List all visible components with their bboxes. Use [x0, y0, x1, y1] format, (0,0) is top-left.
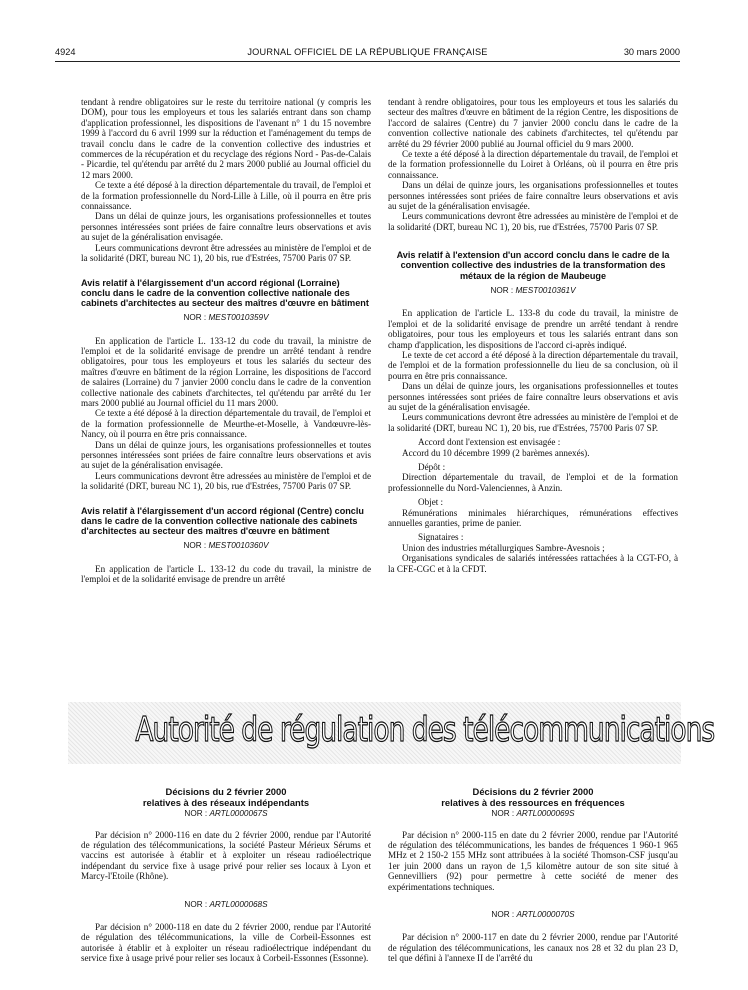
paragraph: Le texte de cet accord a été déposé à la direction départementale du travail, de l'emploi et de la formation professionnelle du lieu de sa conclusion, où il pourra en être pris connaissance. — [388, 349, 678, 381]
nor-label: NOR : — [491, 809, 515, 819]
depot-label: Dépôt : — [418, 461, 446, 472]
section-banner — [68, 702, 715, 764]
signataire-item: Union des industries métallurgiques Sambre-Avesnois ; — [402, 542, 605, 553]
nor-reference — [388, 910, 678, 920]
objet-label: Objet : — [418, 497, 444, 508]
page-header — [55, 47, 680, 61]
paragraph: Ce texte a été déposé à la direction départementale du travail, de l'emploi et de la formation professionnelle du Nord-Lille à Lille, où il pourra en être pris connaissance. — [81, 180, 371, 212]
paragraph: Leurs communications devront être adressées au ministère de l'emploi et de la solidarité (DRT, bureau NC 1), 20 bis, rue d'Estrées, 75700 Paris 07 SP. — [388, 412, 678, 433]
signataires-label: Signataires : — [418, 532, 464, 543]
paragraph: Leurs communications devront être adressées au ministère de l'emploi et de la solidarité (DRT, bureau NC 1), 20 bis, rue d'Estrées, 75700 Paris 07 SP. — [81, 470, 371, 492]
journal-title: JOURNAL OFFICIEL DE LA RÉPUBLIQUE FRANÇAISE — [247, 47, 488, 57]
depot-value: Direction départementale du travail, de l'emploi et de la formation professionnelle du Nord-Valenciennes, à Anzin. — [388, 472, 678, 493]
nor-reference — [81, 900, 371, 910]
right-column-top — [388, 97, 678, 574]
notice-title: Avis relatif à l'extension d'un accord conclu dans le cadre de la convention collective des industries de la transformation des métaux de la région de Maubeuge — [396, 250, 670, 281]
accord-value: Accord du 10 décembre 1999 (2 barèmes annexés). — [402, 447, 590, 458]
signataire-item: Organisations syndicales de salariés intéressées rattachées à la CGT-FO, à la CFE-CGC et à la CFDT. — [388, 553, 678, 574]
decision-title-line2: relatives à des ressources en fréquences — [441, 796, 625, 808]
decision-title-line2: relatives à des réseaux indépendants — [142, 796, 310, 808]
paragraph: En application de l'article L. 133-12 du code du travail, la ministre de l'emploi et de la solidarité envisage de prendre un arrêté — [81, 563, 371, 585]
paragraph: En application de l'article L. 133-12 du code du travail, la ministre de l'emploi et de la solidarité envisage de prendre un arrêté tendant à rendre obligatoires, pour tous les employeurs et tous les salariés du secteur des maîtres d'œuvre en bâtiment de la région Lorraine, les dispositions de l'accord de salaires (Lorraine) du 7 janvier 2000 conclu dans le cadre de la convention collective nationale des cabinets d'architectes, tel qu'étendu par arrêté du 1er mars 2000 publié au Journal officiel du 11 mars 2000. — [81, 335, 371, 408]
page-number: 4924 — [55, 47, 76, 57]
nor-reference — [81, 313, 371, 323]
nor-label: NOR : — [490, 285, 514, 295]
left-column-bottom — [81, 787, 371, 964]
paragraph: Ce texte a été déposé à la direction départementale du travail, de l'emploi et de la formation professionnelle du Loiret à Orléans, où il pourra en être pris connaissance. — [388, 149, 678, 180]
paragraph: Dans un délai de quinze jours, les organisations professionnelles et toutes personnes intéressées sont priées de faire connaître leurs observations et avis au sujet de la généralisation envisagée. — [388, 381, 678, 412]
paragraph: tendant à rendre obligatoires, pour tous les employeurs et tous les salariés du secteur des maîtres d'œuvre en bâtiment de la région Centre, les dispositions de l'accord de salaires (Centre) du 7 janvier 2000 conclu dans le cadre de la convention collective nationale des cabinets d'architectes, tel qu'étendu par arrêté du 29 février 2000 publié au Journal officiel du 9 mars 2000. — [388, 97, 678, 149]
right-column-bottom — [388, 787, 678, 964]
accord-label: Accord dont l'extension est envisagée : — [418, 437, 561, 448]
paragraph: Par décision n° 2000-117 en date du 2 février 2000, rendue par l'Autorité de régulation des télécommunications, les canaux nos 28 et 32 du plan 23 D, tel que défini à l'annexe II de l'arrêté du — [388, 932, 678, 964]
nor-code: MESТ0010361V — [515, 285, 576, 295]
decision-title-line1: Décisions du 2 février 2000 — [472, 786, 594, 797]
left-column-top — [81, 97, 371, 584]
paragraph: Par décision n° 2000-115 en date du 2 février 2000, rendue par l'Autorité de régulation des télécommunications, les bandes de fréquences 1 960-1 965 MHz et 2 150-2 155 MHz sont attribuées à la société Thomson-CSF jusqu'au 1er juin 2000 dans un rayon de 1,5 kilomètre autour de son site situé à Gennevilliers (92) pour permettre à cette société de mener des expérimentations techniques. — [388, 829, 678, 892]
issue-date: 30 mars 2000 — [623, 47, 680, 57]
nor-code: MESТ0010359V — [208, 313, 269, 323]
nor-reference — [388, 809, 678, 819]
nor-label: NOR : — [184, 899, 208, 909]
paragraph: Leurs communications devront être adressées au ministère de l'emploi et de la solidarité (DRT, bureau NC 1), 20 bis, rue d'Estrées, 75700 Paris 07 SP. — [388, 211, 678, 232]
nor-code: MESТ0010360V — [208, 541, 269, 551]
paragraph: Par décision n° 2000-118 en date du 2 février 2000, rendue par l'Autorité de régulation des télécommunications, la ville de Corbeil-Essonnes est autorisée à établir et à exploiter un réseau radioélectrique indépendant du service fixe à usage privé pour relier ses locaux à Corbeil-Essonnes (Essonne). — [81, 922, 371, 964]
nor-label: NOR : — [491, 910, 515, 920]
notice-title: Avis relatif à l'élargissement d'un accord régional (Centre) conclu dans le cadre de la convention collective nationale des cabinets d'architectes au secteur des maîtres d'œuvre en bâtiment — [81, 505, 364, 537]
paragraph: En application de l'article L. 133-8 du code du travail, la ministre de l'emploi et de la solidarité envisage de prendre un arrêté tendant à rendre obligatoires, pour tous les employeurs et tous les salariés entrant dans son champ d'application, les dispositions de l'accord ci-après indiqué. — [388, 308, 678, 350]
nor-label: NOR : — [183, 313, 207, 323]
nor-reference — [81, 809, 371, 819]
nor-reference — [81, 541, 371, 551]
paragraph: Leurs communications devront être adressées au ministère de l'emploi et de la solidarité (DRT, bureau NC 1), 20 bis, rue d'Estrées, 75700 Paris 07 SP. — [81, 242, 371, 264]
paragraph: Par décision n° 2000-116 en date du 2 février 2000, rendue par l'Autorité de régulation des télécommunications, la société Pasteur Mérieux Sérums et vaccins est autorisée à établir et à exploiter un réseau radioélectrique indépendant du service fixe à usage privé pour relier ses locaux à Lyon et Marcy-l'Etoile (Rhône). — [81, 829, 371, 882]
nor-label: NOR : — [184, 809, 208, 819]
paragraph: Dans un délai de quinze jours, les organisations professionnelles et toutes personnes intéressées sont priées de faire connaître leurs observations et avis au sujet de la généralisation envisagée. — [81, 211, 371, 243]
header-rule — [55, 61, 680, 62]
objet-value: Rémunérations minimales hiérarchiques, rémunérations effectives annuelles garanties, prime de panier. — [388, 507, 678, 529]
nor-code: ARTL0000070S — [516, 910, 575, 920]
paragraph: tendant à rendre obligatoires sur le reste du territoire national (y compris les DOM), pour tous les employeurs et tous les salariés entrant dans son champ d'application professionnel, les dispositions de l'avenant n° 1 du 15 novembre 1999 à l'accord du 6 avril 1999 sur la réduction et l'aménagement du temps de travail conclu dans le cadre de la convention collective des industries et commerces de la récupération et du recyclage des régions Nord - Pas-de-Calais - Picardie, tel qu'étendu par arrêté du 2 mars 2000 publié au Journal officiel du 12 mars 2000. — [81, 97, 371, 180]
nor-code: ARTL0000068S — [209, 899, 268, 909]
nor-reference — [388, 286, 678, 296]
notice-title: Avis relatif à l'élargissement d'un accord régional (Lorraine) conclu dans le cadre de la convention collective nationale des cabinets d'architectes au secteur des maîtres d'œuvre en bâtiment — [81, 277, 369, 308]
paragraph: Dans un délai de quinze jours, les organisations professionnelles et toutes personnes intéressées sont priées de faire connaître leurs observations et avis au sujet de la généralisation envisagée. — [388, 180, 678, 212]
nor-code: ARTL0000067S — [209, 809, 268, 819]
decision-title-line1: Décisions du 2 février 2000 — [165, 786, 287, 797]
paragraph: Dans un délai de quinze jours, les organisations professionnelles et toutes personnes intéressées sont priées de faire connaître leurs observations et avis au sujet de la généralisation envisagée. — [81, 439, 371, 471]
nor-code: ARTL0000069S — [516, 809, 575, 819]
nor-label: NOR : — [183, 541, 207, 551]
paragraph: Ce texte a été déposé à la direction départementale du travail, de l'emploi et de la formation professionnelle de Meurthe-et-Moselle, à Vandœuvre-lès-Nancy, où il pourra en être pris connaissance. — [81, 408, 371, 440]
banner-title: Autorité de régulation des télécommunications — [135, 710, 715, 750]
